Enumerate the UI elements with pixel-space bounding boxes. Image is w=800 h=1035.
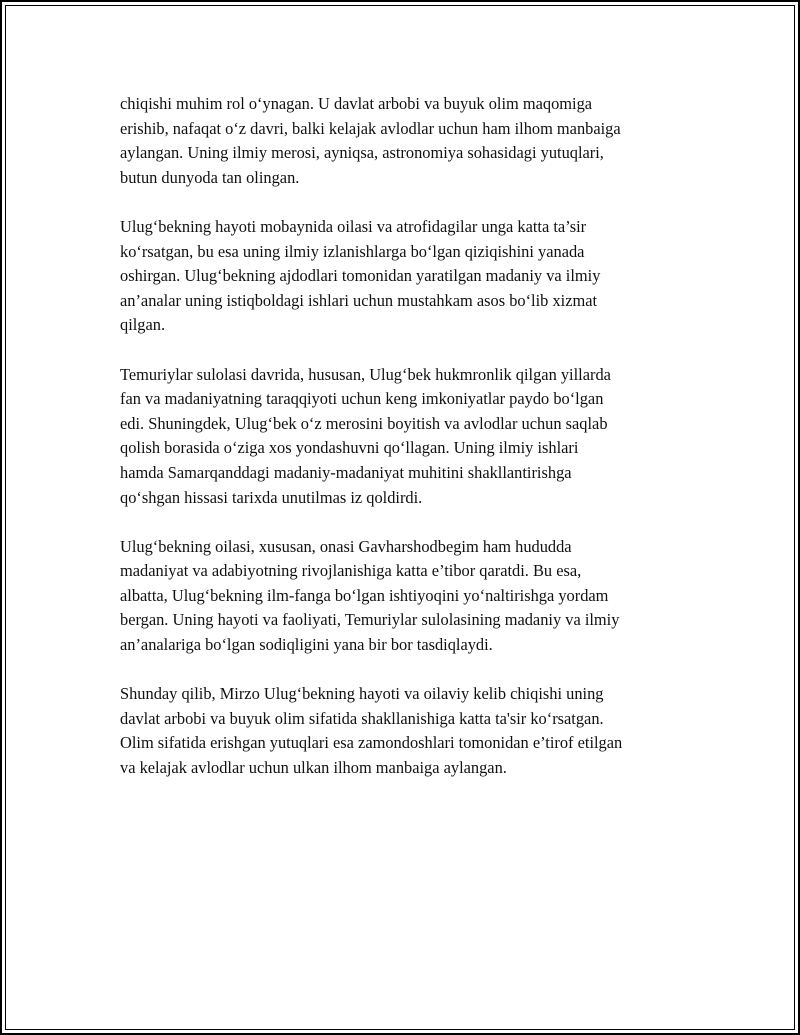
paragraph bbox=[120, 215, 700, 338]
text-line: va kelajak avlodlar uchun ulkan ilhom manbaiga aylangan. bbox=[120, 758, 507, 778]
text-line: an’analariga bo‘lgan sodiqligini yana bir bor tasdiqlaydi. bbox=[120, 635, 493, 655]
paragraph bbox=[120, 682, 700, 780]
paragraph bbox=[120, 363, 700, 511]
text-line: qo‘shgan hissasi tarixda unutilmas iz qoldirdi. bbox=[120, 487, 423, 507]
text-line: erishib, nafaqat o‘z davri, balki kelajak avlodlar uchun ham ilhom manbaiga bbox=[120, 118, 621, 138]
text-line: Ulug‘bekning oilasi, xususan, onasi Gavharshodbegim ham hududda bbox=[120, 536, 572, 556]
text-line: Shunday qilib, Mirzo Ulug‘bekning hayoti va oilaviy kelib chiqishi uning bbox=[120, 684, 604, 704]
text-line: butun dunyoda tan olingan. bbox=[120, 167, 300, 187]
text-line: hamda Samarqanddagi madaniy-madaniyat muhitini shakllantirishga bbox=[120, 462, 572, 482]
text-line: ko‘rsatgan, bu esa uning ilmiy izlanishlarga bo‘lgan qiziqishini yanada bbox=[120, 241, 585, 261]
text-line: Olim sifatida erishgan yutuqlari esa zamondoshlari tomonidan e’tirof etilgan bbox=[120, 733, 623, 753]
text-line: oshirgan. Ulug‘bekning ajdodlari tomonidan yaratilgan madaniy va ilmiy bbox=[120, 266, 601, 286]
text-line: an’analar uning istiqboldagi ishlari uchun mustahkam asos bo‘lib xizmat bbox=[120, 290, 598, 310]
paragraph bbox=[120, 535, 700, 658]
text-line: davlat arbobi va buyuk olim sifatida shakllanishiga katta ta'sir ko‘rsatgan. bbox=[120, 708, 604, 728]
text-line: aylangan. Uning ilmiy merosi, ayniqsa, astronomiya sohasidagi yutuqlari, bbox=[120, 143, 604, 163]
text-line: albatta, Ulug‘bekning ilm-fanga bo‘lgan ishtiyoqini yo‘naltirishga yordam bbox=[120, 585, 609, 605]
text-line: Ulug‘bekning hayoti mobaynida oilasi va atrofidagilar unga katta ta’sir bbox=[120, 216, 587, 236]
paragraph bbox=[120, 92, 700, 190]
document-body bbox=[120, 92, 700, 805]
text-line: chiqishi muhim rol o‘ynagan. U davlat arbobi va buyuk olim maqomiga bbox=[120, 94, 593, 113]
text-line: qilgan. bbox=[120, 315, 166, 335]
text-line: fan va madaniyatning taraqqiyoti uchun keng imkoniyatlar paydo bo‘lgan bbox=[120, 389, 604, 409]
text-line: bergan. Uning hayoti va faoliyati, Temuriylar sulolasining madaniy va ilmiy bbox=[120, 610, 620, 630]
text-line: qolish borasida o‘ziga xos yondashuvni qo‘llagan. Uning ilmiy ishlari bbox=[120, 438, 579, 458]
text-line: madaniyat va adabiyotning rivojlanishiga katta e’tibor qaratdi. Bu esa, bbox=[120, 561, 582, 581]
text-line: edi. Shuningdek, Ulug‘bek o‘z merosini boyitish va avlodlar uchun saqlab bbox=[120, 413, 608, 433]
text-line: Temuriylar sulolasi davrida, hususan, Ulug‘bek hukmronlik qilgan yillarda bbox=[120, 364, 611, 384]
